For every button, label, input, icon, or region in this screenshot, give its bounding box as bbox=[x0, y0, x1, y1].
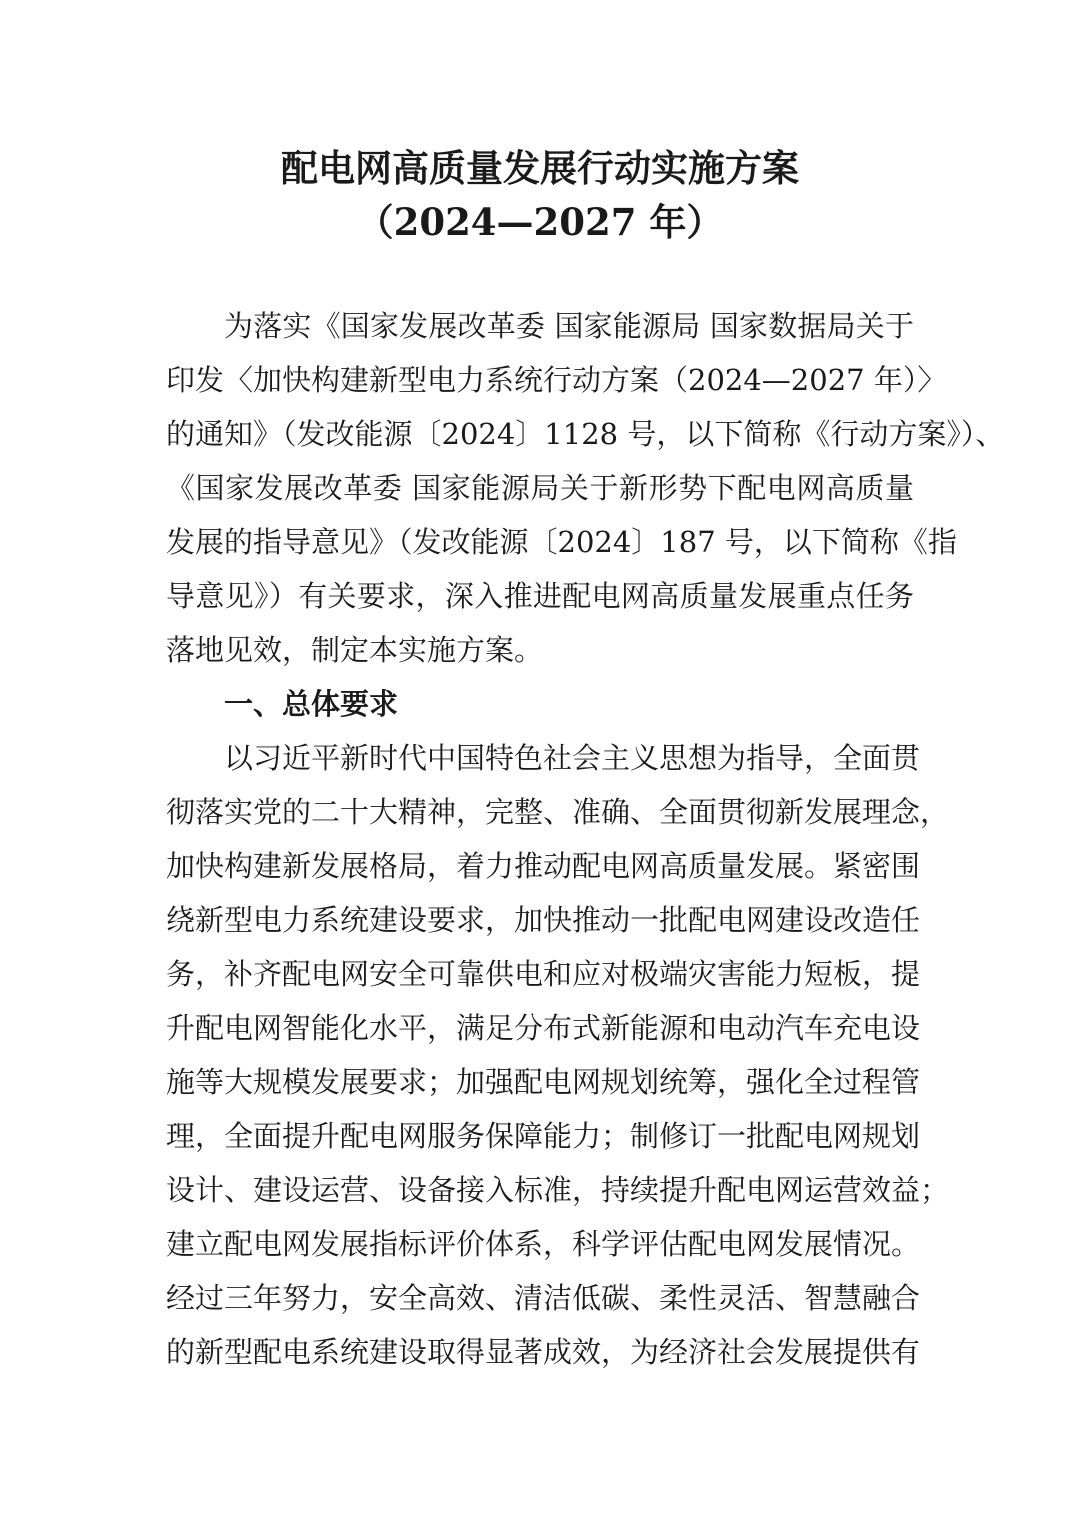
section-line: 设计、建设运营、设备接入标准，持续提升配电网运营效益； bbox=[166, 1173, 950, 1207]
section-line: 理，全面提升配电网服务保障能力；制修订一批配电网规划 bbox=[166, 1119, 921, 1153]
intro-line: 落地见效，制定本实施方案。 bbox=[166, 633, 544, 667]
section-line: 彻落实党的二十大精神，完整、准确、全面贯彻新发展理念， bbox=[166, 795, 950, 829]
intro-line: 《国家发展改革委 国家能源局关于新形势下配电网高质量 bbox=[166, 471, 914, 505]
section-line: 经过三年努力，安全高效、清洁低碳、柔性灵活、智慧融合 bbox=[166, 1281, 921, 1315]
section-line: 绕新型电力系统建设要求，加快推动一批配电网建设改造任 bbox=[166, 903, 921, 937]
intro-line: 为落实《国家发展改革委 国家能源局 国家数据局关于 bbox=[224, 309, 914, 343]
document-subtitle: （2024—2027 年） bbox=[356, 200, 724, 244]
section-line: 加快构建新发展格局，着力推动配电网高质量发展。紧密围 bbox=[166, 849, 921, 883]
section-line: 的新型配电系统建设取得显著成效，为经济社会发展提供有 bbox=[166, 1335, 921, 1369]
section-line: 以习近平新时代中国特色社会主义思想为指导，全面贯 bbox=[224, 741, 921, 775]
section-line: 施等大规模发展要求；加强配电网规划统筹，强化全过程管 bbox=[166, 1065, 921, 1099]
intro-line: 导意见》）有关要求，深入推进配电网高质量发展重点任务 bbox=[166, 579, 914, 613]
section-line: 建立配电网发展指标评价体系，科学评估配电网发展情况。 bbox=[166, 1227, 921, 1261]
section-line: 升配电网智能化水平，满足分布式新能源和电动汽车充电设 bbox=[166, 1011, 921, 1045]
intro-line: 印发〈加快构建新型电力系统行动方案（2024—2027 年）〉 bbox=[166, 363, 947, 397]
section-line: 务，补齐配电网安全可靠供电和应对极端灾害能力短板，提 bbox=[166, 957, 921, 991]
intro-line: 发展的指导意见》（发改能源〔2024〕187 号，以下简称《指 bbox=[166, 525, 957, 559]
section-heading: 一、总体要求 bbox=[224, 687, 399, 721]
intro-line: 的通知》（发改能源〔2024〕1128 号，以下简称《行动方案》）、 bbox=[166, 417, 1005, 451]
document-title: 配电网高质量发展行动实施方案 bbox=[281, 146, 799, 190]
